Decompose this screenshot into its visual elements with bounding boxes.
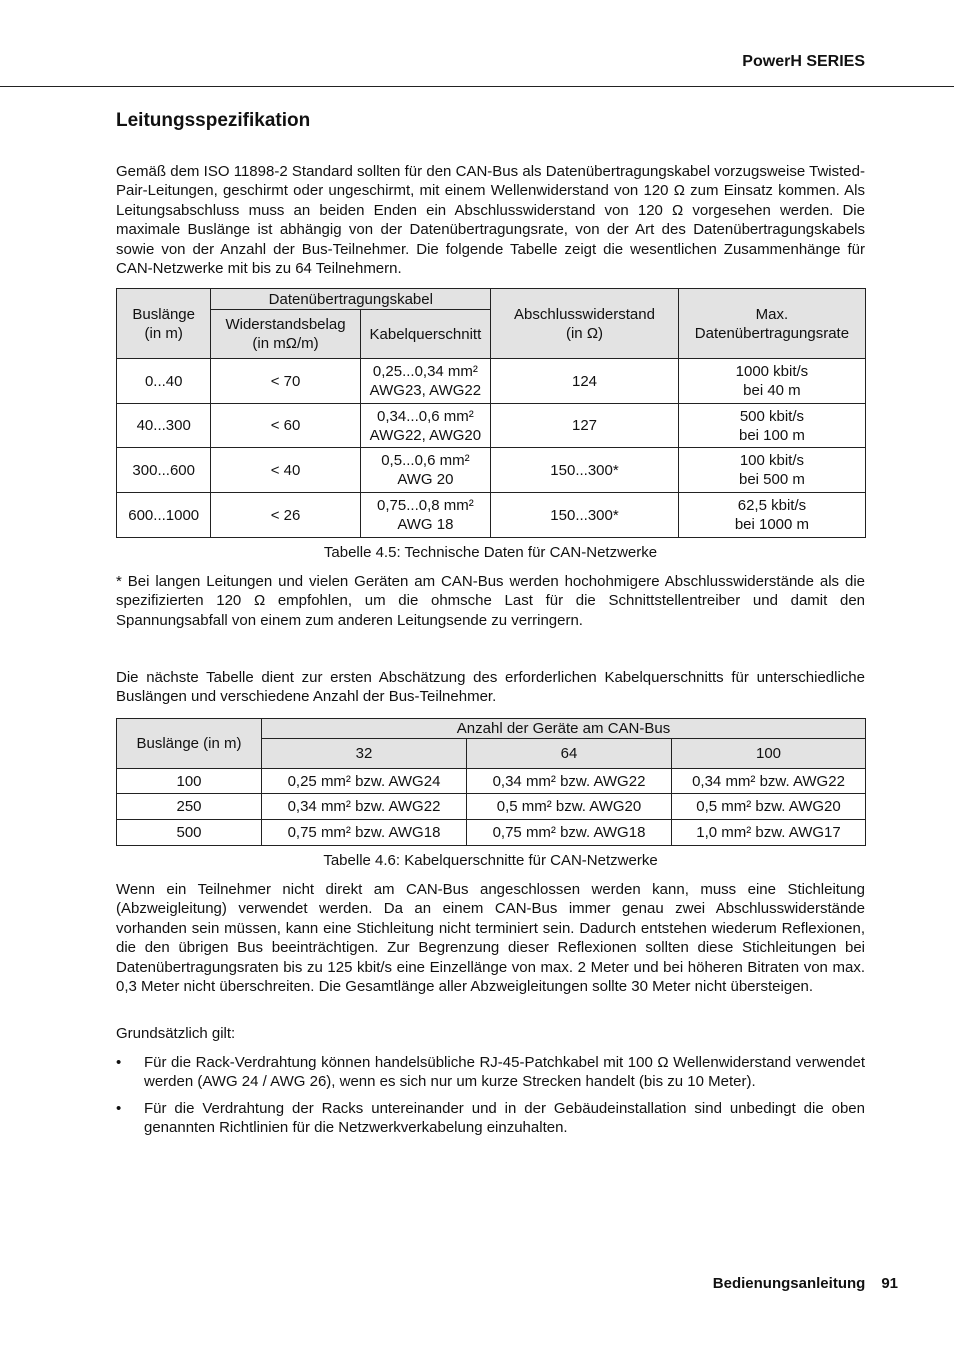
cell-rate: 1000 kbit/s bei 40 m bbox=[678, 359, 865, 404]
cell-termination: 127 bbox=[491, 404, 679, 448]
table-row bbox=[117, 359, 866, 404]
cell-100: 0,34 mm² bzw. AWG22 bbox=[672, 769, 866, 794]
cell-cross-section: 0,25...0,34 mm² AWG23, AWG22 bbox=[360, 359, 491, 404]
header-resistance: Widerstandsbelag (in mΩ/m) bbox=[211, 310, 360, 359]
table1-caption: Tabelle 4.5: Technische Daten für CAN-Netzwerke bbox=[323, 544, 658, 561]
header-col-32: 32 bbox=[262, 739, 467, 769]
header-termination: Abschlusswiderstand (in Ω) bbox=[491, 289, 679, 359]
stub-line-paragraph: Wenn ein Teilnehmer nicht direkt am CAN-Bus angeschlossen werden kann, muss eine Stichleitung (Abzweigleitung) verwendet werden. Da an einem CAN-Bus immer genau zwei Abschlusswiderstände vorhanden sein müssen, kann eine Stichleitung nicht terminiert sein. Dadurch entstehen wiederum Reflexionen, die den übrigen Bus beeinträchtigen. Zur Begrenzung dieser Reflexionen sollten diese Stichleitungen bei Datenübertragungsraten bis zu 125 kbit/s eine Einzellänge von max. 2 Meter und bei höheren Bitraten von max. 0,3 Meter nicht überschreiten. Die Gesamtlänge aller Abzweigleitungen sollte 30 Meter nicht übersteigen. bbox=[116, 881, 865, 996]
footer-manual-label: Bedienungsanleitung bbox=[712, 1275, 866, 1292]
table-header-row bbox=[117, 719, 866, 739]
list-item bbox=[116, 1053, 865, 1092]
header-bus-length: Buslänge (in m) bbox=[117, 719, 262, 769]
table-row bbox=[117, 794, 866, 820]
cell-64: 0,34 mm² bzw. AWG22 bbox=[467, 769, 672, 794]
list-item-text: Für die Rack-Verdrahtung können handelsübliche RJ-45-Patchkabel mit 100 Ω Wellenwiderstand verwendet werden (AWG 24 / AWG 26), wenn es sich nur um kurze Strecken handelt (bis zu 10 Meter). bbox=[144, 1054, 865, 1091]
cell-length: 40...300 bbox=[117, 404, 211, 448]
cell-resistance: < 70 bbox=[211, 359, 360, 404]
table-header-row bbox=[117, 289, 866, 310]
header-cable-group: Datenübertragungskabel bbox=[211, 289, 491, 310]
cell-32: 0,25 mm² bzw. AWG24 bbox=[262, 769, 467, 794]
cell-length: 300...600 bbox=[117, 448, 211, 493]
cell-32: 0,34 mm² bzw. AWG22 bbox=[262, 794, 467, 820]
cell-termination: 150...300* bbox=[491, 448, 679, 493]
section-title: Leitungsspezifikation bbox=[116, 110, 311, 131]
header-series-title: PowerH SERIES bbox=[742, 53, 865, 70]
list-item-text: Für die Verdrahtung der Racks untereinander und in der Gebäudeinstallation sind unbedingt die oben genannten Richtlinien für die Netzwerkverkabelung einzuhalten. bbox=[144, 1099, 865, 1137]
cell-length: 250 bbox=[117, 794, 262, 820]
table-row bbox=[117, 404, 866, 448]
bullet-icon: • bbox=[116, 1054, 122, 1071]
cell-length: 600...1000 bbox=[117, 493, 211, 538]
cell-length: 500 bbox=[117, 820, 262, 846]
cell-64: 0,75 mm² bzw. AWG18 bbox=[467, 820, 672, 846]
table-row bbox=[117, 448, 866, 493]
table2-caption: Tabelle 4.6: Kabelquerschnitte für CAN-Netzwerke bbox=[323, 852, 658, 869]
table-row bbox=[117, 493, 866, 538]
cable-cross-section-table bbox=[116, 718, 866, 846]
intro-paragraph: Gemäß dem ISO 11898-2 Standard sollten für den CAN-Bus als Datenübertragungskabel vorzugsweise Twisted-Pair-Leitungen, geschirmt oder ungeschirmt, mit einem Wellenwiderstand von 120 Ω zum Einsatz kommen. Als Leitungsabschluss muss an beiden Enden ein Abschlusswiderstand von 120 Ω vorgesehen werden. Die maximale Buslänge ist abhängig von der Datenübertragungsrate, von der Art des Datenübertragungskabels sowie von der Anzahl der Bus-Teilnehmer. Die folgende Tabelle zeigt die wesentlichen Zusammenhänge für CAN-Netzwerke mit bis zu 64 Teilnehmern. bbox=[116, 163, 865, 278]
cell-100: 1,0 mm² bzw. AWG17 bbox=[672, 820, 866, 846]
header-device-count: Anzahl der Geräte am CAN-Bus bbox=[262, 719, 866, 739]
cell-rate: 62,5 kbit/s bei 1000 m bbox=[678, 493, 865, 538]
header-cross-section: Kabelquerschnitt bbox=[360, 310, 491, 359]
cell-cross-section: 0,75...0,8 mm² AWG 18 bbox=[360, 493, 491, 538]
table-row bbox=[117, 769, 866, 794]
table2-intro-paragraph: Die nächste Tabelle dient zur ersten Abschätzung des erforderlichen Kabelquerschnitts für unterschiedliche Buslängen und verschiedene Anzahl der Bus-Teilnehmer. bbox=[116, 669, 865, 706]
cell-termination: 150...300* bbox=[491, 493, 679, 538]
cell-rate: 500 kbit/s bei 100 m bbox=[678, 404, 865, 448]
cell-termination: 124 bbox=[491, 359, 679, 404]
general-rule-label: Grundsätzlich gilt: bbox=[116, 1025, 236, 1042]
table-row bbox=[117, 820, 866, 846]
can-spec-table bbox=[116, 288, 866, 538]
cell-resistance: < 26 bbox=[211, 493, 360, 538]
footnote-paragraph: * Bei langen Leitungen und vielen Geräten am CAN-Bus werden hochohmigere Abschlusswiderstände als die spezifizierten 120 Ω empfohlen, um die ohmsche Last für die Schnittstellentreiber und damit den Spannungsabfall von einem zum anderen Leitungsende zu verringern. bbox=[116, 573, 865, 629]
cell-cross-section: 0,5...0,6 mm² AWG 20 bbox=[360, 448, 491, 493]
list-item bbox=[116, 1099, 865, 1138]
header-divider bbox=[0, 86, 954, 87]
cell-rate: 100 kbit/s bei 500 m bbox=[678, 448, 865, 493]
header-bus-length: Buslänge (in m) bbox=[117, 289, 211, 359]
header-col-64: 64 bbox=[467, 739, 672, 769]
page-number: 91 bbox=[881, 1275, 898, 1292]
bullet-icon: • bbox=[116, 1099, 122, 1117]
header-max-rate: Max. Datenübertragungsrate bbox=[678, 289, 865, 359]
page-footer bbox=[713, 1275, 898, 1292]
header-col-100: 100 bbox=[672, 739, 866, 769]
cell-length: 0...40 bbox=[117, 359, 211, 404]
guideline-list bbox=[116, 1053, 865, 1145]
cell-64: 0,5 mm² bzw. AWG20 bbox=[467, 794, 672, 820]
cell-32: 0,75 mm² bzw. AWG18 bbox=[262, 820, 467, 846]
cell-resistance: < 60 bbox=[211, 404, 360, 448]
cell-length: 100 bbox=[117, 769, 262, 794]
cell-cross-section: 0,34...0,6 mm² AWG22, AWG20 bbox=[360, 404, 491, 448]
cell-resistance: < 40 bbox=[211, 448, 360, 493]
cell-100: 0,5 mm² bzw. AWG20 bbox=[672, 794, 866, 820]
